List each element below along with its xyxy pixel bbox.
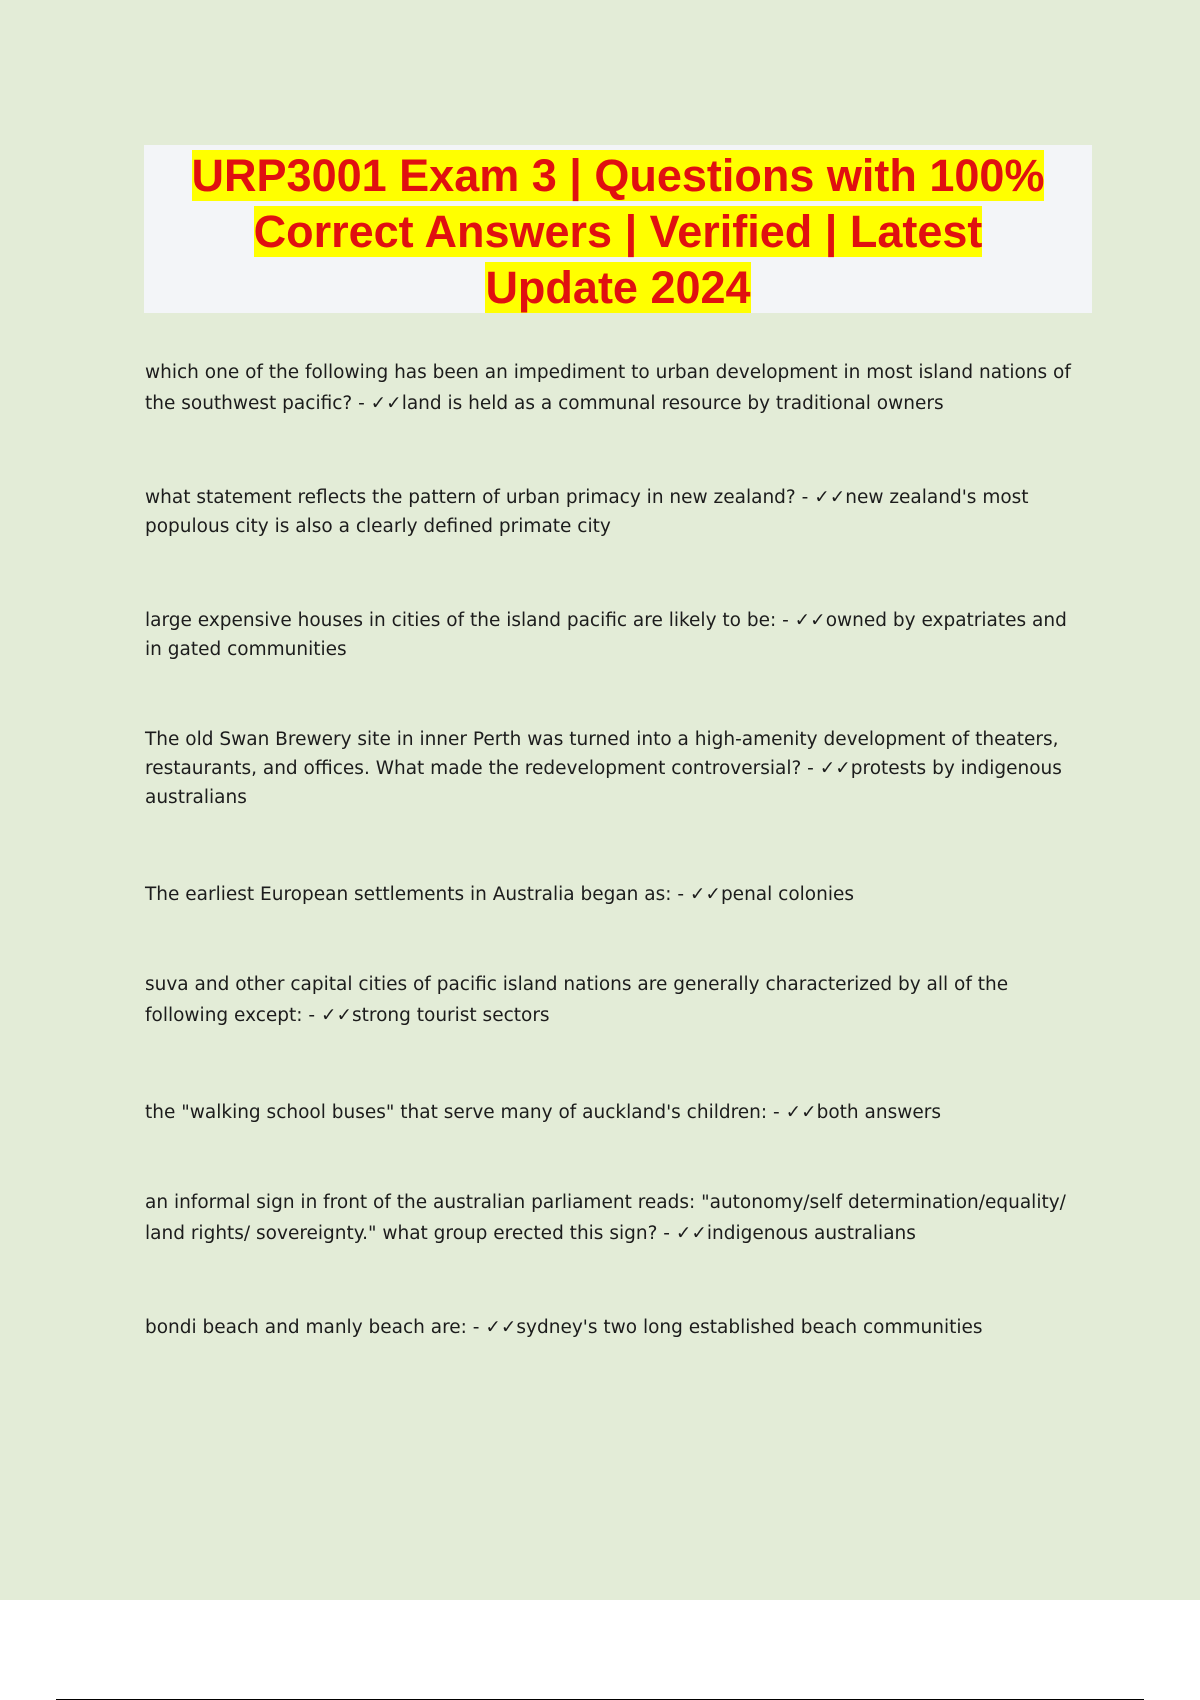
question-text: the "walking school buses" that serve many of auckland's children: - xyxy=(145,1102,780,1123)
double-check-icon: ✓✓ xyxy=(485,1317,517,1338)
qa-item-7 xyxy=(145,1097,1085,1128)
double-check-icon: ✓✓ xyxy=(675,1223,707,1244)
title-line-3: Update 2024 xyxy=(485,262,751,313)
title-banner xyxy=(144,145,1092,313)
answer-text: sydney's two long established beach communities xyxy=(516,1317,983,1338)
question-text: suva and other capital cities of pacific island nations are generally characterized by all of the following except: - xyxy=(145,974,1009,1026)
question-text: large expensive houses in cities of the island pacific are likely to be: - xyxy=(145,610,789,631)
question-text: The old Swan Brewery site in inner Perth was turned into a high-amenity development of theaters, restaurants, and offices. What made the redevelopment controversial? - xyxy=(145,729,1059,779)
document-title xyxy=(144,148,1092,316)
qa-item-5 xyxy=(145,879,1085,910)
answer-text: owned by expatriates and in gated communities xyxy=(145,610,1067,660)
question-text: which one of the following has been an impediment to urban development in most island nations of the southwest pacific? - xyxy=(145,362,1071,414)
double-check-icon: ✓✓ xyxy=(370,393,402,414)
title-line-2: Correct Answers | Verified | Latest xyxy=(253,206,983,257)
double-check-icon: ✓✓ xyxy=(819,758,851,779)
qa-item-1 xyxy=(145,357,1085,419)
answer-text: indigenous australians xyxy=(706,1223,916,1244)
qa-item-8 xyxy=(145,1187,1085,1249)
answer-text: land is held as a communal resource by traditional owners xyxy=(401,393,944,414)
qa-item-6 xyxy=(145,969,1085,1031)
double-check-icon: ✓✓ xyxy=(794,610,826,631)
answer-text: penal colonies xyxy=(720,884,854,905)
answer-text: strong tourist sectors xyxy=(351,1005,550,1026)
qa-item-3 xyxy=(145,606,1085,664)
qa-item-2 xyxy=(145,483,1085,541)
double-check-icon: ✓✓ xyxy=(689,884,721,905)
double-check-icon: ✓✓ xyxy=(814,487,846,508)
qa-item-9 xyxy=(145,1312,1085,1343)
answer-text: both answers xyxy=(816,1102,941,1123)
question-text: what statement reflects the pattern of urban primacy in new zealand? - xyxy=(145,487,809,508)
title-line-1: URP3001 Exam 3 | Questions with 100% xyxy=(191,150,1045,201)
answer-text: protests by indigenous australians xyxy=(145,758,1062,808)
double-check-icon: ✓✓ xyxy=(320,1005,352,1026)
qa-item-4 xyxy=(145,725,1085,812)
question-text: The earliest European settlements in Australia began as: - xyxy=(145,884,685,905)
question-text: bondi beach and manly beach are: - xyxy=(145,1317,480,1338)
question-text: an informal sign in front of the australian parliament reads: "autonomy/self determination/equality/ land rights/ sovereignty." what group erected this sign? - xyxy=(145,1192,1066,1244)
double-check-icon: ✓✓ xyxy=(785,1102,817,1123)
answer-text: new zealand's most populous city is also a clearly defined primate city xyxy=(145,487,1029,537)
